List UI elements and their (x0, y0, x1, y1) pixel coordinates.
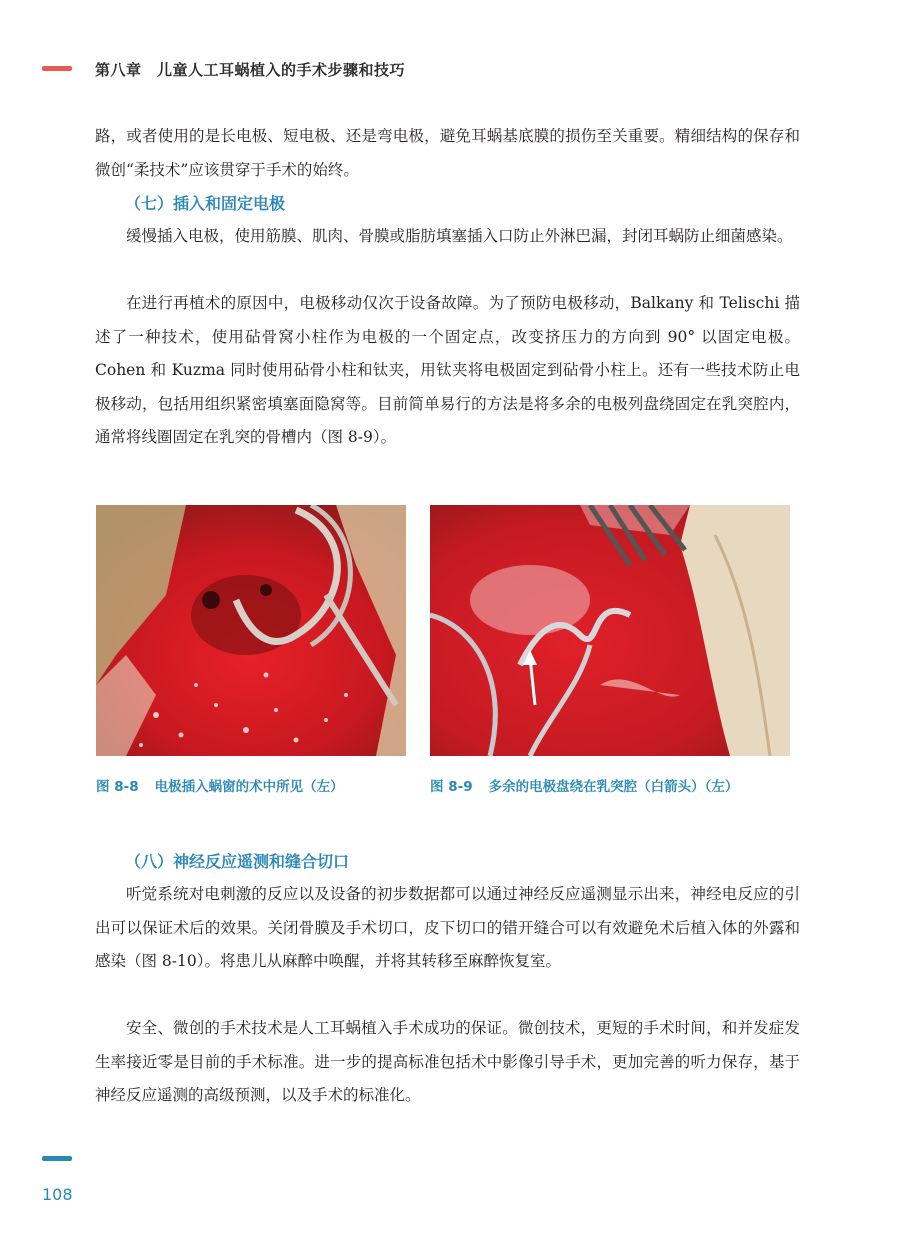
paragraph-insertion: 缓慢插入电极，使用筋膜、肌肉、骨膜或脂肪填塞插入口防止外淋巴漏，封闭耳蜗防止细菌感染。 (126, 227, 793, 245)
paragraph-fixation: 在进行再植术的原因中，电极移动仅次于设备故障。为了预防电极移动，Balkany 和 Telischi 描述了一种技术，使用砧骨窝小柱作为电极的一个固定点，改变挤压力的方向到 90° 以固定电极。Cohen 和 Kuzma 同时使用砧骨小柱和钛夹，用钛夹将电极固定到砧骨小柱上。还有一些技术防止电极移动，包括用组织紧密填塞面隐窝等。目前简单易行的方法是将多余的电极列盘绕固定在乳突腔内，通常将线圈固定在乳突的骨槽内（图 8-9）。 (95, 294, 800, 446)
figure-caption-text: 电极插入蜗窗的术中所见（左） (154, 779, 344, 795)
header-accent-bar (42, 66, 72, 71)
figure-number: 图 8-9 (430, 779, 473, 795)
figure-caption-text: 多余的电极盘绕在乳突腔（白箭头）（左） (488, 779, 739, 795)
figure-number: 图 8-8 (96, 779, 139, 795)
section-heading-8: （八）神经反应遥测和缝合切口 (125, 852, 350, 871)
paragraph-conclusion: 安全、微创的手术技术是人工耳蜗植入手术成功的保证。微创技术，更短的手术时间，和并发症发生率接近零是目前的手术标准。进一步的提高标准包括术中影像引导手术，更加完善的听力保存，基于神经反应遥测的高级预测，以及手术的标准化。 (95, 1019, 800, 1104)
figure-caption-8-8 (96, 775, 344, 795)
paragraph-telemetry: 听觉系统对电刺激的反应以及设备的初步数据都可以通过神经反应遥测显示出来，神经电反应的引出可以保证术后的效果。关闭骨膜及手术切口，皮下切口的错开缝合可以有效避免术后植入体的外露和感染（图 8-10）。将患儿从麻醉中唤醒，并将其转移至麻醉恢复室。 (95, 885, 800, 970)
page-number: 108 (42, 1185, 73, 1204)
figure-caption-8-9 (430, 775, 738, 795)
footer-accent-bar (42, 1156, 72, 1161)
surgical-photo-round-window (96, 505, 406, 756)
chapter-title: 第八章 儿童人工耳蜗植入的手术步骤和技巧 (95, 61, 406, 79)
paragraph-intro: 路，或者使用的是长电极、短电极、还是弯电极，避免耳蜗基底膜的损伤至关重要。精细结构的保存和微创“柔技术”应该贯穿于手术的始终。 (95, 127, 800, 179)
surgical-photo-mastoid-coil (430, 505, 790, 756)
section-heading-7: （七）插入和固定电极 (125, 194, 286, 213)
